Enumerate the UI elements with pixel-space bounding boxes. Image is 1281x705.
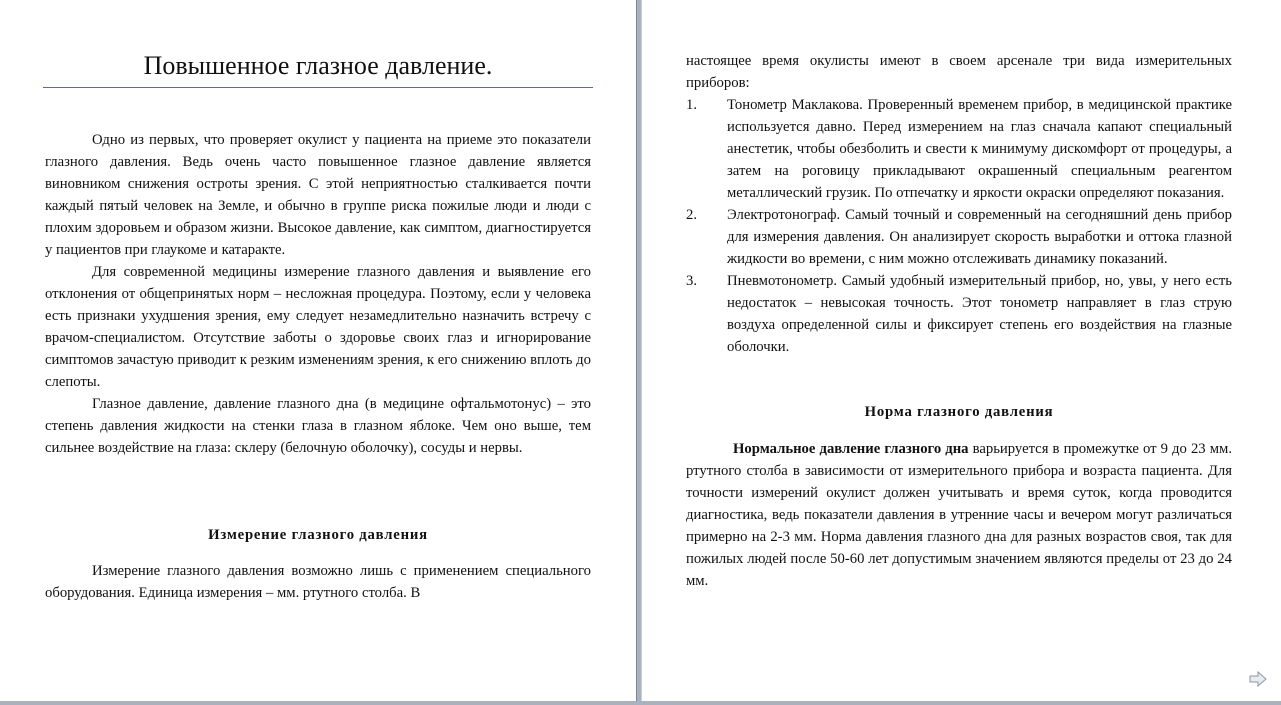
list-item-text: Тонометр Маклакова. Проверенный временем прибор, в медицинской практике используется давно. Перед измерением на глаз сначала капают специальный анестетик, чтобы обезболить и свести к минимуму дискомфорт от процедуры, а затем на роговицу прикладывают окрашенный специальным реагентом металлический грузик. По отпечатку и яркости окраски определяют показания. <box>727 97 1232 201</box>
paragraph: Измерение глазного давления возможно лишь с применением специального оборудования. Единица измерения – мм. ртутного столба. В <box>45 563 591 601</box>
title-underline <box>43 87 593 88</box>
paragraph-continuation: настоящее время окулисты имеют в своем арсенале три вида измерительных приборов: <box>686 53 1232 91</box>
arrow-right-icon[interactable] <box>1249 671 1267 687</box>
list-item <box>686 204 1232 270</box>
paragraph: Одно из первых, что проверяет окулист у пациента на приеме это показатели глазного давления. Ведь очень часто повышенное глазное давление является виновником снижения остроты зрения. С этой неприятностью сталкивается почти каждый пятый человек на Земле, и обычно в группе риска пожилые люди и люди с плохим здоровьем и образом жизни. Высокое давление, как симптом, диагностируется у пациентов при глаукоме и катаракте. <box>45 132 591 258</box>
norm-body-text <box>686 438 1232 592</box>
list-number: 2. <box>686 207 698 223</box>
document-title: Повышенное глазное давление. <box>143 51 493 80</box>
paragraph <box>686 438 1232 592</box>
right-body-text <box>686 50 1232 358</box>
paragraph: Для современной медицины измерение глазного давления и выявление его отклонения от общепринятых норм – несложная процедура. Поэтому, если у человека есть признаки ухудшения зрения, ему следует незамедлительно назначить встречу с врачом-специалистом. Отсутствие заботы о здоровье своих глаз и игнорирование симптомов зачастую приводит к резким изменениям зрения, к его снижению вплоть до слепоты. <box>45 264 591 390</box>
bold-term: Нормальное давление глазного дна <box>733 441 969 457</box>
section-heading-norm: Норма глазного давления <box>864 404 1054 420</box>
list-item <box>686 270 1232 358</box>
list-item-text: Пневмотонометр. Самый удобный измерительный прибор, но, увы, у него есть недостаток – невысокая точность. Этот тонометр направляет в глаз струю воздуха определенной силы и фиксирует степень его воздействия на глазные оболочки. <box>727 273 1232 355</box>
paragraph-text: варьируется в промежутке от 9 до 23 мм. ртутного столба в зависимости от измерительного прибора и возраста пациента. Для точности измерений окулист должен учитывать и время суток, когда проводится диагностика, ведь показатели давления в утренние часы и вечером могут различаться примерно на 2-3 мм. Норма давления глазного дна для разных возрастов своя, так для пожилых людей после 50-60 лет допустимым значением являются пределы от 23 до 24 мм. <box>686 441 1232 589</box>
left-page <box>0 0 636 701</box>
section-heading-measurement: Измерение глазного давления <box>208 527 428 543</box>
right-page <box>642 0 1281 701</box>
list-item <box>686 94 1232 204</box>
list-number: 1. <box>686 97 698 113</box>
left-body-text <box>45 129 591 459</box>
list-item-text: Электротонограф. Самый точный и современный на сегодняшний день прибор для измерения давления. Он анализирует скорость выработки и оттока глазной жидкости во времени, с ним можно отслеживать динамику показаний. <box>727 207 1232 267</box>
list-number: 3. <box>686 273 698 289</box>
measurement-body-text <box>45 560 591 604</box>
paragraph: Глазное давление, давление глазного дна (в медицине офтальмотонус) – это степень давления жидкости на стенки глаза в глазном яблоке. Чем оно выше, тем сильнее воздействие на глаза: склеру (белочную оболочку), сосуды и нервы. <box>45 396 591 456</box>
